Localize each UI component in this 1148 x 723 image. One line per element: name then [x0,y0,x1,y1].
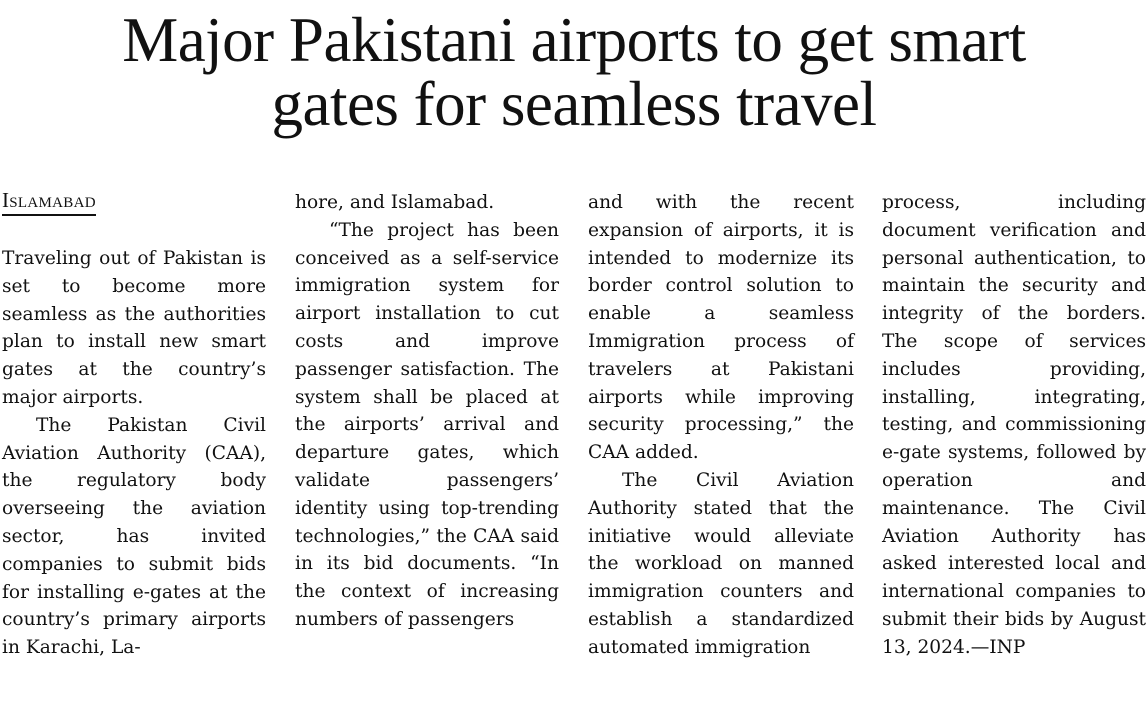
paragraph-authority-statement: The Civil Aviation Authority stated that the initiative would alleviate the workload on manned immigration counters and establish a standardized automated immigration [588,469,854,658]
paragraph-continuation: hore, and Islamabad. [295,192,495,213]
paragraph-intro: Traveling out of Pakistan is set to become more seamless as the authorities plan to install new smart gates at the country’s major airports. [2,248,266,408]
paragraph-scope: process, including document verification and personal authentication, to maintain the security and integrity of the borders. The scope of services includes providing, installing, integrating, testing, and commissioning e-gate systems, followed by operation and maintenance. The Civil Aviation Authority has asked interested local and international companies to submit their bids by August 13, 2024.—INP [882,192,1146,658]
article-column-4 [882,189,1146,662]
headline-line-1: Major Pakistani airports to get smart [122,5,1026,75]
headline-line-2: gates for seamless travel [271,69,877,139]
paragraph-caa-bids: The Pakistan Civil Aviation Authority (CAA), the regulatory body overseeing the aviation sector, has invited companies to submit bids for installing e-gates at the country’s primary airports in Karachi, La- [2,414,266,659]
headline [0,5,1148,139]
paragraph-project-quote: “The project has been conceived as a self-service immigration system for airport installation to cut costs and improve passenger satisfaction. The system shall be placed at the airports’ arrival and departure gates, which validate passengers’ identity using top-trending technologies,” the CAA said in its bid documents. “In the context of increasing numbers of passengers [295,219,559,630]
dateline: Islamabad [2,188,96,216]
paragraph-quote-continuation: and with the recent expansion of airports, it is intended to modernize its border control solution to enable a seamless Immigration process of travelers at Pakistani airports while improving security processing,” the CAA added. [588,192,854,464]
article-column-1 [2,245,266,662]
article-column-2 [295,189,559,634]
article-column-3 [588,189,854,662]
